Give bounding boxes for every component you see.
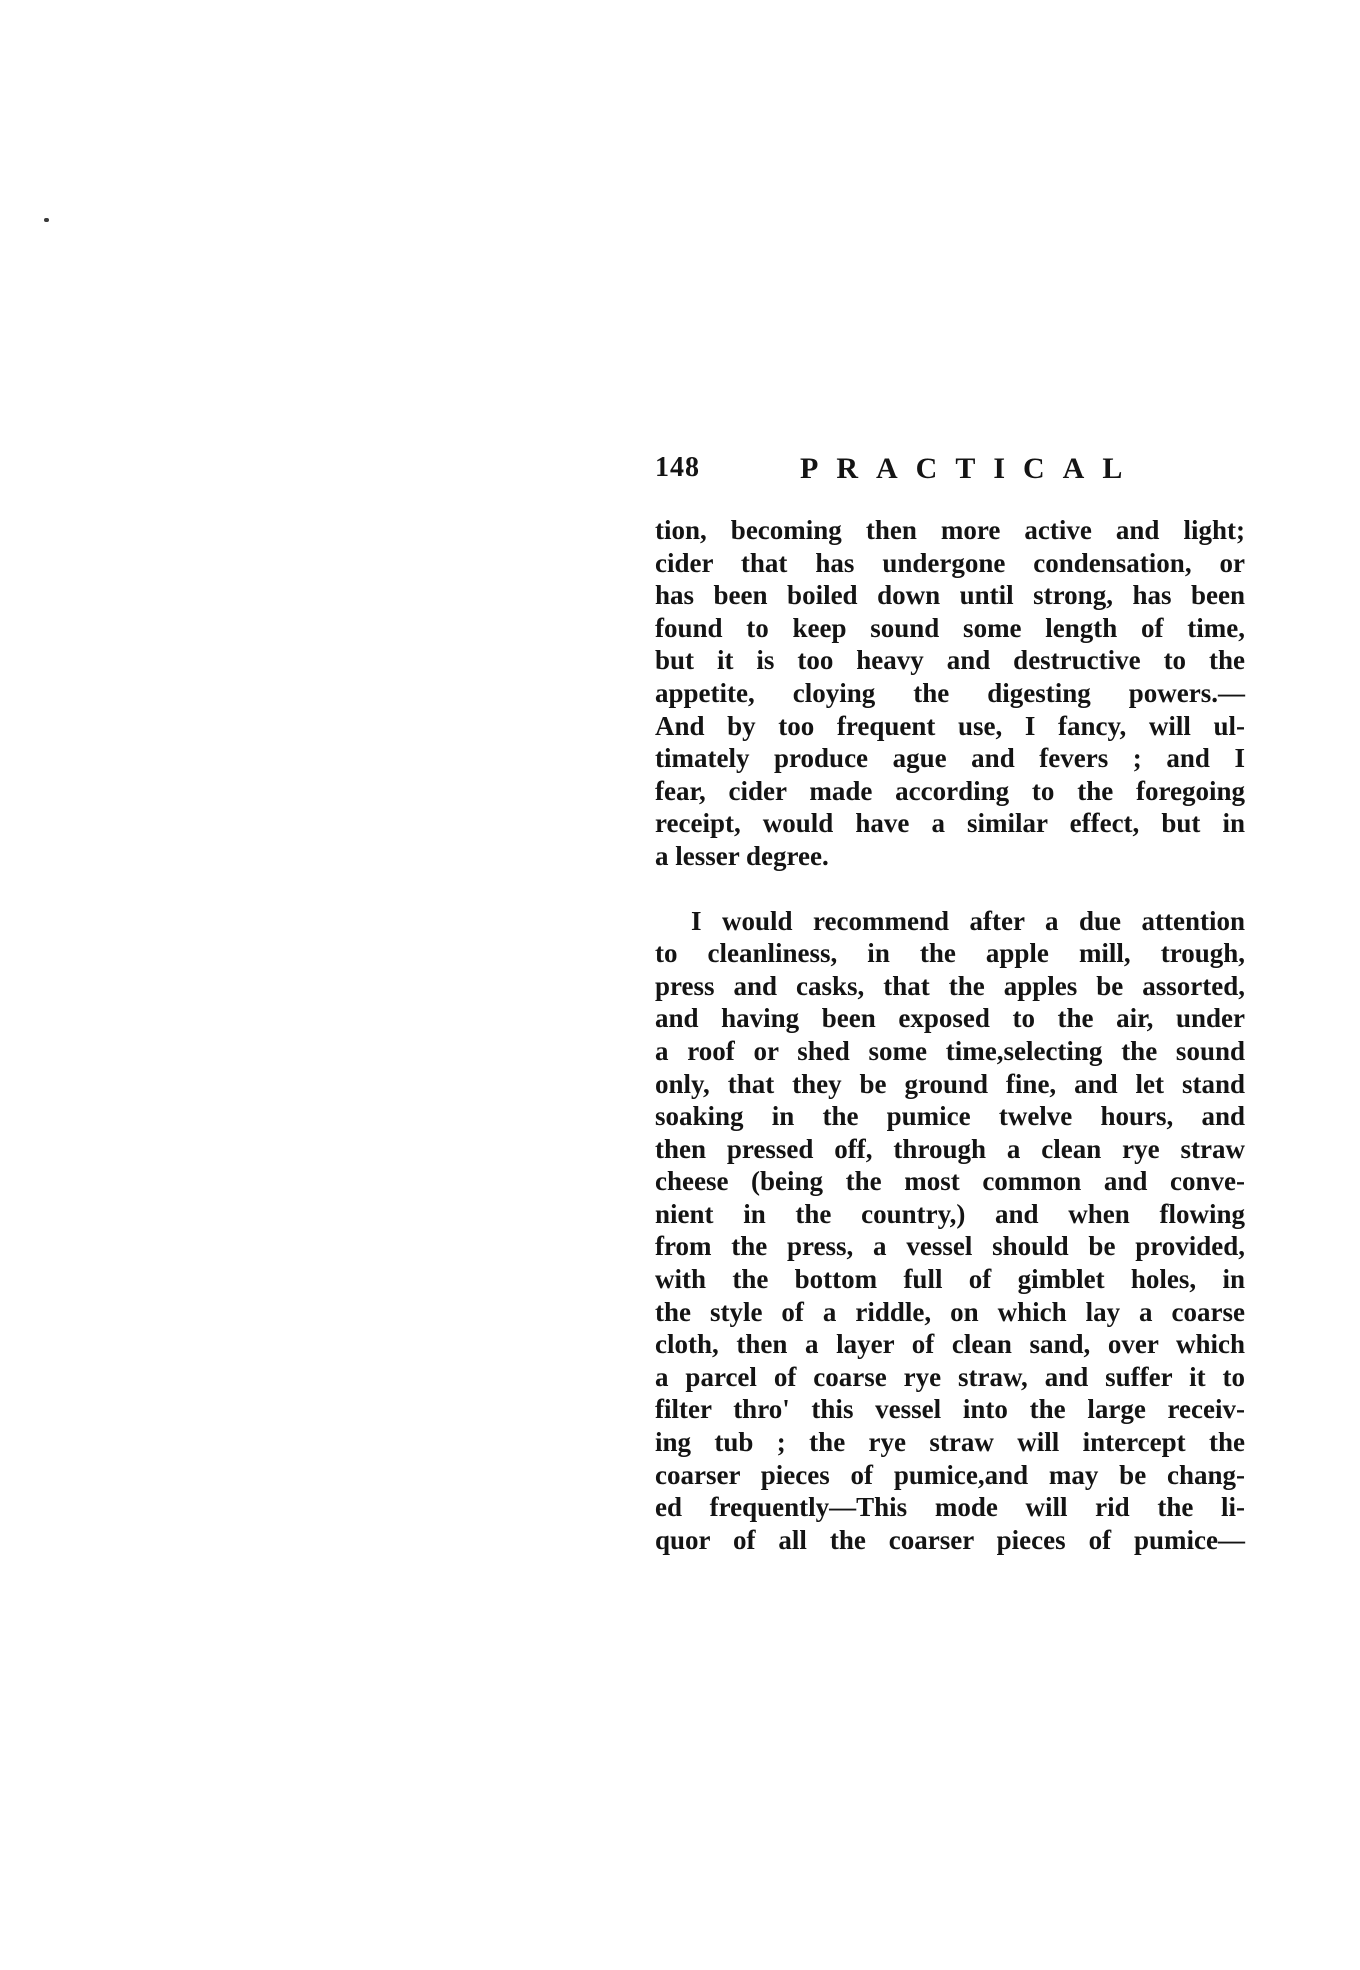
text-line: appetite, cloying the digesting powers.— (655, 677, 1245, 708)
text-line: ed frequently—This mode will rid the li- (655, 1492, 1245, 1523)
text-line: the style of a riddle, on which lay a coarse (655, 1296, 1245, 1327)
body-text (655, 514, 1245, 1556)
text-line: coarser pieces of pumice,and may be chang- (655, 1459, 1245, 1490)
text-line: press and casks, that the apples be assorted, (655, 970, 1245, 1001)
text-line: cloth, then a layer of clean sand, over which (655, 1329, 1245, 1360)
text-line: fear, cider made according to the foregoing (655, 775, 1245, 806)
running-title: PRACTICAL (800, 452, 1141, 485)
text-line: ing tub ; the rye straw will intercept the (655, 1427, 1245, 1458)
running-head (655, 452, 1245, 496)
text-line: cider that has undergone condensation, or (655, 547, 1245, 578)
book-page (655, 452, 1245, 1556)
text-line: but it is too heavy and destructive to the (655, 645, 1245, 676)
page-speck (44, 218, 49, 222)
text-line: then pressed off, through a clean rye straw (655, 1133, 1245, 1164)
text-line: receipt, would have a similar effect, but in (655, 808, 1245, 839)
text-line: a lesser degree. (655, 840, 829, 871)
text-line: with the bottom full of gimblet holes, in (655, 1264, 1245, 1295)
paragraph-2 (655, 905, 1245, 1557)
text-line: to cleanliness, in the apple mill, trough, (655, 938, 1245, 969)
text-line: I would recommend after a due attention (691, 905, 1245, 936)
text-line: from the press, a vessel should be provided, (655, 1231, 1245, 1262)
page-number: 148 (655, 452, 700, 483)
text-line: tion, becoming then more active and light; (655, 515, 1245, 545)
paragraph-1 (655, 514, 1245, 873)
text-line: nient in the country,) and when flowing (655, 1198, 1245, 1229)
text-line: timately produce ague and fevers ; and I (655, 743, 1245, 774)
text-line: a parcel of coarse rye straw, and suffer it to (655, 1361, 1245, 1392)
text-line: found to keep sound some length of time, (655, 612, 1245, 643)
text-line: soaking in the pumice twelve hours, and (655, 1101, 1245, 1132)
text-line: a roof or shed some time,selecting the sound (655, 1035, 1245, 1066)
text-line: has been boiled down until strong, has been (655, 580, 1245, 611)
text-line: filter thro' this vessel into the large receiv- (655, 1394, 1245, 1425)
text-line: And by too frequent use, I fancy, will ul- (655, 710, 1245, 741)
text-line: only, that they be ground fine, and let stand (655, 1068, 1245, 1099)
paragraph-gap (655, 873, 1245, 905)
text-line: quor of all the coarser pieces of pumice— (655, 1524, 1245, 1555)
text-line: cheese (being the most common and conve- (655, 1166, 1245, 1197)
text-line: and having been exposed to the air, under (655, 1003, 1245, 1034)
